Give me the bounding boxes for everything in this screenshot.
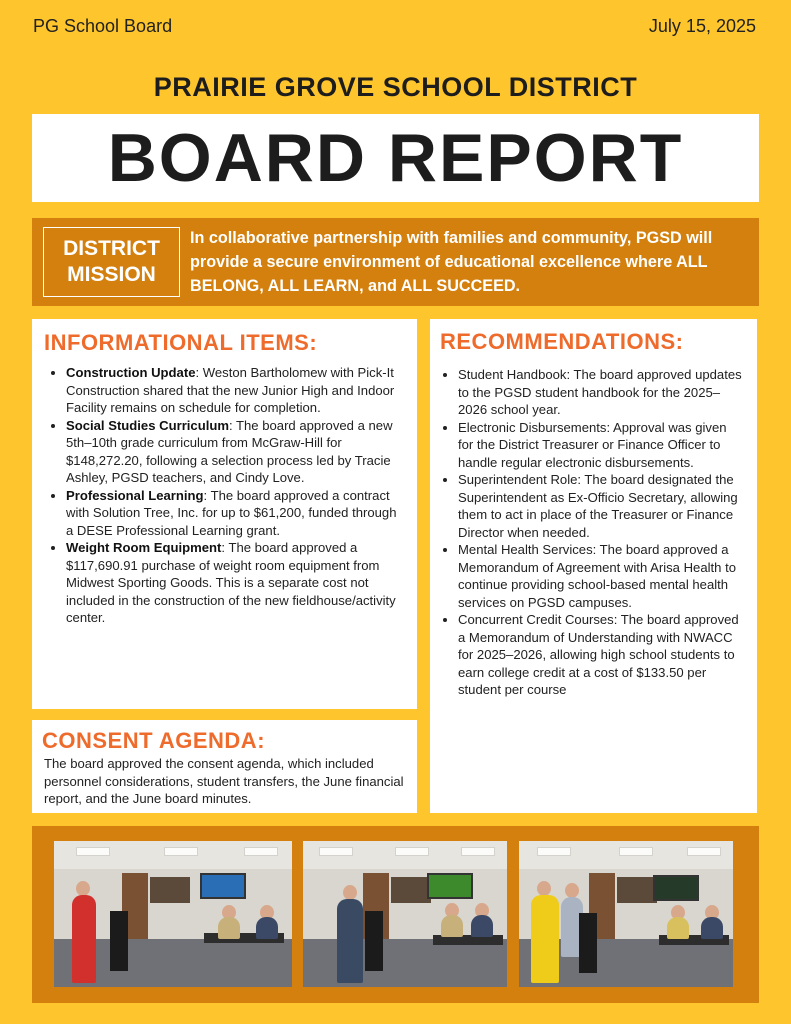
list-item — [66, 539, 405, 627]
person — [701, 917, 723, 939]
recommendations-panel — [430, 319, 757, 813]
ceiling-light — [395, 847, 429, 856]
mission-label-line2: MISSION — [67, 263, 156, 286]
photo-frame — [150, 877, 190, 903]
person-head — [537, 881, 551, 896]
person — [531, 895, 559, 983]
report-date: July 15, 2025 — [648, 16, 756, 36]
person — [441, 915, 463, 937]
item-text: : The board approved a new 5th–10th grade curriculum from McGraw-Hill for $148,272.20, following a selection process led by Tracie Ashley, PGSD teachers, and Cindy Love. — [66, 417, 393, 485]
org-name: PG School Board — [33, 16, 173, 36]
person-head — [565, 883, 579, 898]
ceiling-light — [619, 847, 653, 856]
informational-panel — [32, 319, 417, 709]
person — [337, 899, 363, 983]
item-text: : The board approved a contract with Solution Tree, Inc. for up to $61,200, funded through a DESE Professional Learning grant. — [66, 487, 397, 538]
top-bar — [33, 16, 756, 37]
item-text: : Weston Bartholomew with Pick-It Construction shared that the new Junior High and Indoor Facility remains on schedule for completion. — [66, 365, 395, 415]
list-item: • Concurrent Credit Courses: The board approved a Memorandum of Understanding with NWACC for 2025–2026, allowing high school students to earn college credit at a cost of $133.50 per student per course — [458, 611, 745, 699]
podium — [579, 913, 597, 973]
list-item: • Mental Health Services: The board approved a Memorandum of Agreement with Arisa Health to continue providing school-based mental health services on PGSD campuses. — [458, 541, 745, 611]
photo-strip — [32, 826, 759, 1003]
podium — [110, 911, 128, 971]
informational-heading: INFORMATIONAL ITEMS: — [44, 330, 318, 355]
photo-screen — [200, 873, 246, 899]
list-item: • Student Handbook: The board approved updates to the PGSD student handbook for the 2025–2026 school year. — [458, 366, 745, 419]
person — [471, 915, 493, 937]
meeting-photo-3 — [519, 841, 733, 987]
item-text: : The board approved a $117,690.91 purchase of weight room equipment from Midwest Sporting Goods. This is a separate cost not included in the construction of the new fieldhouse/activity center. — [66, 540, 396, 625]
photo-floor — [303, 939, 507, 987]
list-item — [66, 487, 405, 540]
ceiling-light — [687, 847, 721, 856]
mission-banner — [32, 218, 759, 306]
consent-heading: CONSENT AGENDA: — [42, 728, 266, 753]
item-title: Construction Update — [66, 365, 196, 380]
meeting-photo-1 — [54, 841, 292, 987]
list-item — [66, 417, 405, 487]
ceiling-light — [244, 847, 278, 856]
photo-screen — [653, 875, 699, 901]
person — [667, 917, 689, 939]
mission-label-line1: DISTRICT — [63, 237, 160, 260]
podium — [365, 911, 383, 971]
photo-frame — [617, 877, 657, 903]
ceiling-light — [537, 847, 571, 856]
item-title: Professional Learning — [66, 487, 204, 503]
list-item: • Superintendent Role: The board designated the Superintendent as Ex-Officio Secretary, allowing them to act in place of the Treasurer or Finance Director when needed. — [458, 471, 745, 541]
list-item: • Electronic Disbursements: Approval was given for the District Treasurer or Finance Officer to handle regular electronic disbursements. — [458, 419, 745, 472]
district-name: PRAIRIE GROVE SCHOOL DISTRICT — [153, 72, 638, 102]
photo-frame — [391, 877, 431, 903]
mission-label — [43, 227, 180, 297]
photo-screen — [427, 873, 473, 899]
ceiling-light — [319, 847, 353, 856]
mission-statement: In collaborative partnership with families and community, PGSD will provide a secure environment of educational excellence where ALL BELONG, ALL LEARN, and ALL SUCCEED. — [190, 229, 713, 295]
item-title: Weight Room Equipment — [66, 540, 222, 555]
person — [256, 917, 278, 939]
person-head — [76, 881, 90, 896]
person — [72, 895, 96, 983]
informational-list — [44, 364, 405, 627]
list-item — [66, 364, 405, 417]
page-title: BOARD REPORT — [107, 120, 684, 196]
consent-text: The board approved the consent agenda, which included personnel considerations, student transfers, the June financial report, and the June board minutes. — [44, 756, 404, 806]
recommendations-heading: RECOMMENDATIONS: — [440, 329, 684, 354]
ceiling-light — [164, 847, 198, 856]
item-title: Social Studies Curriculum — [66, 417, 229, 433]
person-head — [343, 885, 357, 900]
title-banner — [32, 114, 759, 202]
person — [218, 917, 240, 939]
meeting-photo-2 — [303, 841, 507, 987]
consent-panel — [32, 720, 417, 813]
recommendations-list — [440, 366, 745, 699]
ceiling-light — [461, 847, 495, 856]
ceiling-light — [76, 847, 110, 856]
